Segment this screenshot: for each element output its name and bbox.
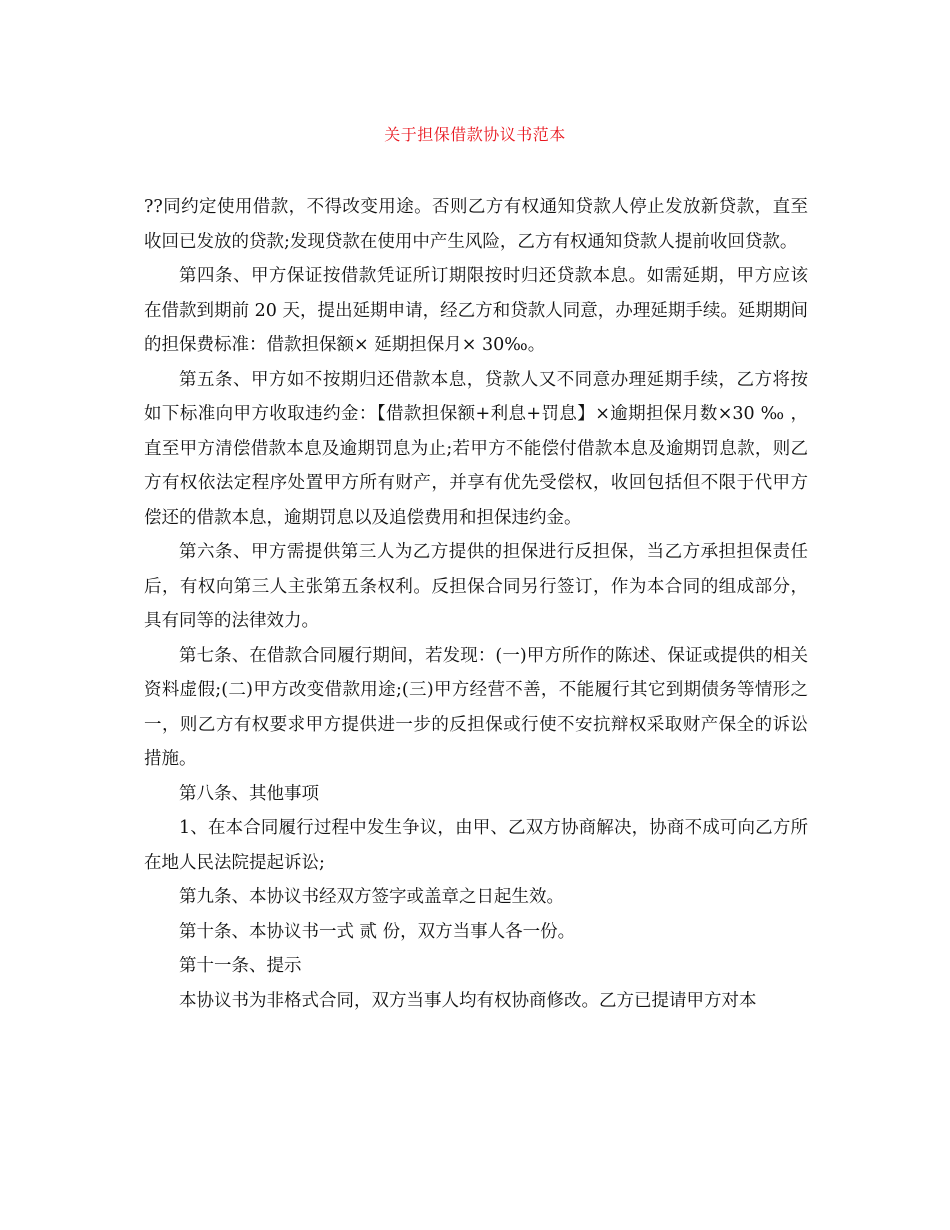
paragraph-article-5: 第五条、甲方如不按期归还借款本息，贷款人又不同意办理延期手续，乙方将按如下标准向甲方收取违约金：【借款担保额+利息+罚息】×逾期担保月数×30 ‰ ，直至甲方清偿借款本息及逾期罚息为止;若甲方不能偿付借款本息及逾期罚息款，则乙方有权依法定程序处置甲方所有财产，并享有优先受偿权，收回包括但不限于代甲方偿还的借款本息，逾期罚息以及追偿费用和担保违约金。 <box>144 369 808 528</box>
document-title: 关于担保借款协议书范本 <box>384 125 566 144</box>
paragraph-article-4: 第四条、甲方保证按借款凭证所订期限按时归还贷款本息。如需延期，甲方应该在借款到期前 20 天，提出延期申请，经乙方和贷款人同意，办理延期手续。延期期间的担保费标准：借款担保额× 延期担保月× 30‰。 <box>144 266 808 355</box>
paragraph-article-7: 第七条、在借款合同履行期间，若发现：(一)甲方所作的陈述、保证或提供的相关资料虚假;(二)甲方改变借款用途;(三)甲方经营不善，不能履行其它到期债务等情形之一，则乙方有权要求甲方提供进一步的反担保或行使不安抗辩权采取财产保全的诉讼措施。 <box>144 645 808 769</box>
paragraph-article-10: 第十条、本协议书一式 贰 份，双方当事人各一份。 <box>179 921 576 942</box>
document-body <box>144 190 808 1018</box>
paragraph-continuation: ??同约定使用借款，不得改变用途。否则乙方有权通知贷款人停止发放新贷款，直至收回已发放的贷款;发现贷款在使用中产生风险，乙方有权通知贷款人提前收回贷款。 <box>144 197 808 252</box>
paragraph-article-9: 第九条、本协议书经双方签字或盖章之日起生效。 <box>179 887 564 907</box>
paragraph-article-11: 第十一条、提示 <box>179 956 302 976</box>
paragraph-article-8: 第八条、其他事项 <box>179 783 319 804</box>
paragraph-article-6: 第六条、甲方需提供第三人为乙方提供的担保进行反担保，当乙方承担担保责任后，有权向第三人主张第五条权利。反担保合同另行签订，作为本合同的组成部分，具有同等的法律效力。 <box>144 542 808 631</box>
paragraph-article-8-item-1: 1、在本合同履行过程中发生争议，由甲、乙双方协商解决，协商不成可向乙方所在地人民法院提起诉讼; <box>144 818 808 873</box>
paragraph-notice: 本协议书为非格式合同，双方当事人均有权协商修改。乙方已提请甲方对本 <box>179 990 757 1011</box>
